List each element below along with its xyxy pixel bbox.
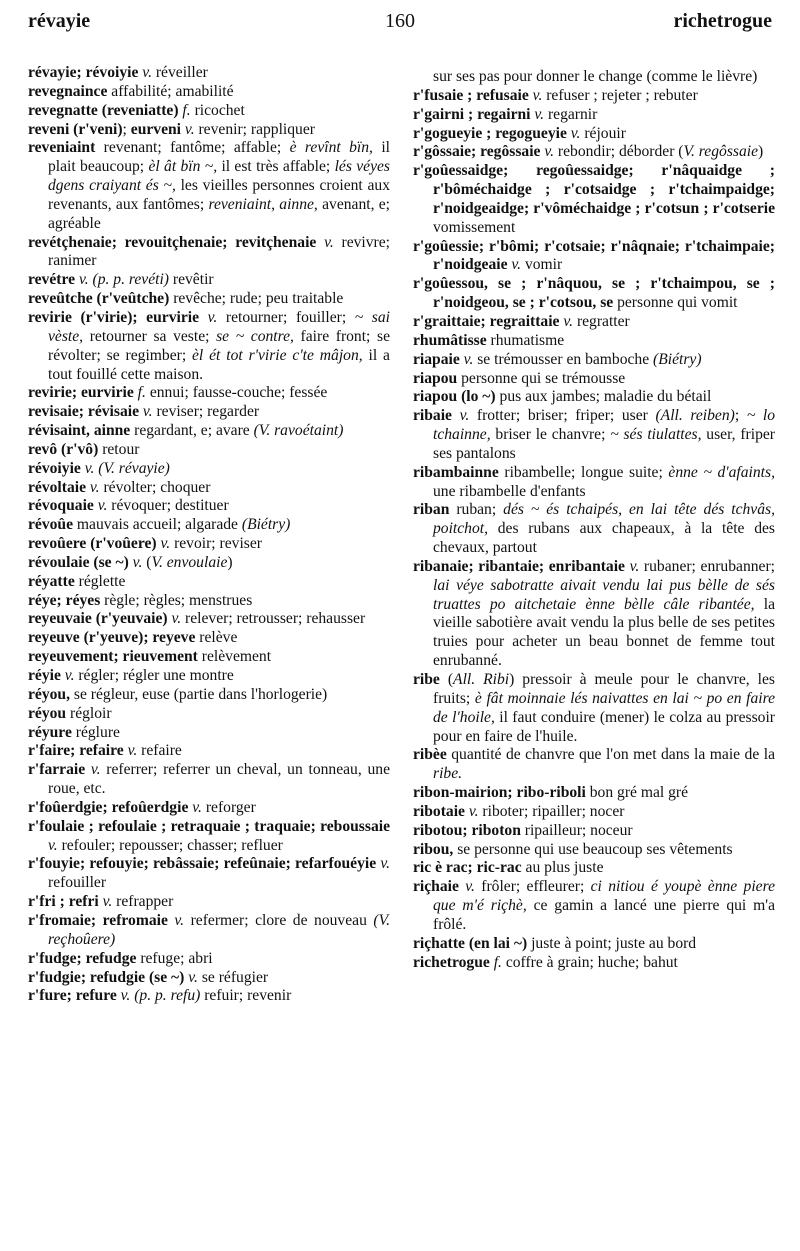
definition-text: relèvement	[197, 648, 272, 666]
italic-text: v.	[138, 64, 152, 81]
headword: ribotaie	[413, 802, 465, 820]
italic-text: All. Ribi	[453, 671, 510, 688]
definition-text: refuge; abri	[136, 949, 213, 967]
definition-text: juste à point; juste au bord	[527, 934, 697, 952]
italic-text: ènne ~ d'afaints,	[668, 463, 775, 481]
italic-text: ci nitiou é youpè ènne piere que m'é riçhè,	[433, 878, 776, 915]
italic-text: v.	[199, 308, 218, 326]
definition-text: se trémousser en bamboche	[473, 350, 654, 368]
italic-text: v.	[156, 535, 171, 553]
dictionary-entry	[28, 64, 390, 83]
headword: revétre	[28, 271, 76, 289]
definition-text: les vieilles personnes croient aux revenants, aux fantômes;	[48, 177, 390, 213]
italic-text: ~ sés tiulattes,	[610, 426, 702, 444]
italic-text: v.	[48, 836, 58, 854]
headword: révoûe	[28, 516, 74, 534]
headword: ribon-mairion; ribo-riboli	[413, 784, 586, 802]
definition-text: ripailleur; noceur	[520, 821, 633, 839]
dictionary-entry	[28, 686, 390, 705]
dictionary-entry	[413, 407, 775, 464]
definition-text: reforger	[201, 798, 256, 816]
italic-text: è revînt bïn,	[289, 139, 373, 157]
dictionary-entry	[413, 275, 775, 313]
definition-text: revêtir	[169, 271, 214, 289]
headword: révisaint, ainne	[28, 422, 131, 440]
italic-text: v.	[316, 233, 334, 251]
italic-text: v. (p. p. refu)	[116, 987, 201, 1005]
italic-text: v.	[128, 553, 143, 571]
headword: revirie; eurvirie	[28, 384, 134, 402]
dictionary-entry	[28, 479, 390, 498]
headword: eurveni	[130, 120, 182, 138]
italic-text: V. envoulaie	[151, 553, 228, 571]
definition-text: )	[758, 143, 764, 161]
dictionary-entry	[413, 558, 775, 671]
definition-text: user, friper ses pantalons	[433, 426, 775, 462]
headword: révoiyie	[28, 459, 81, 477]
italic-text: v.	[139, 403, 153, 421]
definition-text: se personne qui use beaucoup ses vêtements	[453, 840, 733, 858]
definition-text: retourner; fouiller;	[217, 308, 355, 326]
dictionary-entry	[28, 950, 390, 969]
definition-text: régler; régler une montre	[74, 667, 234, 684]
headword: r'goûessaidge; regoûessaidge; r'nâquaidge ; r'bôméchaidge ; r'cotsaidge ; r'tchaimpaidge; r'noidgeaidge; r'vôméchaidge ; r'cotsun ; r'cotserie	[413, 162, 775, 217]
dictionary-entry	[28, 460, 390, 479]
definition-text: se réfugier	[197, 968, 269, 986]
definition-text: frôler; effleurer;	[474, 878, 591, 896]
headword: ric è rac; ric-rac	[413, 859, 522, 877]
definition-text: refuser ; rejeter ; rebuter	[542, 86, 698, 104]
dictionary-entry	[413, 746, 775, 784]
headword: revoûere (r'voûere)	[28, 535, 157, 553]
dictionary-entry	[28, 573, 390, 592]
definition-text: régloir	[66, 704, 112, 722]
dictionary-entry	[28, 516, 390, 535]
definition-text: avenant, e; agréable	[48, 195, 391, 232]
headword: rhumâtisse	[413, 331, 487, 349]
dictionary-entry	[28, 610, 390, 629]
italic-text: v.	[181, 120, 195, 138]
headword: r'fudge; refudge	[28, 949, 137, 967]
definition-text: personne qui vomit	[613, 294, 738, 312]
definition-text: refouiller	[48, 874, 107, 892]
dictionary-entry	[28, 761, 390, 799]
headword: revisaie; révisaie	[28, 403, 139, 421]
definition-text: regratter	[573, 312, 630, 330]
dictionary-entry	[28, 290, 390, 309]
definition-text: au plus juste	[521, 859, 604, 877]
dictionary-entry	[28, 441, 390, 460]
dictionary-entry	[28, 592, 390, 611]
dictionary-entry	[28, 987, 390, 1006]
headword: r'fri ; refri	[28, 893, 99, 911]
definition-text: il a tout fouillé cette maison.	[48, 346, 390, 383]
headword: révayie; révoiyie	[28, 64, 139, 81]
headword: riçhaie	[413, 878, 459, 896]
dictionary-entry	[413, 878, 775, 935]
dictionary-entry	[28, 818, 390, 856]
headword: r'gogueyie ; regogueyie	[413, 124, 567, 142]
definition-text: regardant, e; avare	[130, 422, 254, 440]
headword: reyeuvement; rieuvement	[28, 648, 198, 666]
italic-text: v.	[530, 105, 545, 123]
dictionary-entry	[413, 162, 775, 237]
dictionary-entry	[28, 893, 390, 912]
definition-text: ricochet	[190, 101, 245, 119]
italic-text: ~ sai vèste,	[48, 308, 391, 345]
headword: riapou	[413, 369, 458, 387]
headword: ribou,	[413, 840, 454, 858]
dictionary-entry	[28, 535, 390, 554]
dictionary-entry	[28, 912, 390, 950]
dictionary-entry	[28, 855, 390, 893]
dictionary-entry	[413, 238, 775, 276]
headword: reveniaint	[28, 139, 96, 157]
definition-text: ce gamin a lancé une pierre qui m'a frôlé.	[433, 897, 775, 933]
dictionary-entry	[413, 313, 775, 332]
dictionary-entry	[28, 667, 390, 686]
definition-text: ribambelle; longue suite;	[498, 463, 669, 481]
dictionary-entry	[28, 121, 390, 140]
italic-text: v.	[86, 478, 100, 496]
italic-text: v. (p. p. revéti)	[75, 271, 169, 289]
definition-text: des rubans aux chapeaux, à la tête des chevaux, partout	[433, 520, 775, 557]
headword: réye; réyes	[28, 591, 101, 609]
dictionary-entry	[413, 671, 775, 746]
italic-text: v.	[464, 802, 479, 820]
header-first-entry: révayie	[28, 10, 91, 32]
italic-text: v.	[451, 407, 470, 425]
dictionary-entry	[413, 351, 775, 370]
headword: revétçhenaie; revouitçhenaie; revitçhenaie	[28, 233, 317, 251]
dictionary-entry	[413, 954, 775, 973]
italic-text: v.	[528, 86, 543, 104]
italic-text: èl ât bïn ~,	[148, 158, 218, 176]
italic-text: v.	[458, 878, 475, 896]
dictionary-entry	[413, 125, 775, 144]
definition-text: se régleur, euse (partie dans l'horlogerie)	[70, 685, 328, 703]
dictionary-entry	[413, 841, 775, 860]
definition-text: rubaner; enrubanner;	[639, 557, 775, 575]
definition-text: revoir; reviser	[170, 535, 262, 553]
dictionary-entry	[413, 388, 775, 407]
header-last-entry: richetrogue	[673, 10, 772, 32]
definition-text: vomissement	[433, 218, 516, 236]
italic-text: v.	[85, 761, 101, 779]
headword: reyeuve (r'yeuve); reyeve	[28, 629, 196, 647]
italic-text: (Biétry)	[653, 350, 702, 368]
dictionary-entry	[28, 271, 390, 290]
headword: ribaie	[413, 407, 452, 425]
italic-text: v.	[540, 143, 555, 161]
headword: réyou	[28, 704, 67, 722]
definition-text: réglure	[71, 723, 120, 741]
definition-text: coffre à grain; huche; bahut	[501, 953, 678, 971]
headword: revegnatte (reveniatte)	[28, 101, 179, 119]
headword: riban	[413, 501, 450, 519]
definition-text: révolter; choquer	[99, 478, 211, 496]
definition-text: refrapper	[112, 893, 174, 911]
definition-text: (	[142, 553, 152, 571]
definition-text: réglette	[74, 572, 126, 590]
headword: r'gairni ; regairni	[413, 105, 531, 123]
definition-text: relever; retrousser; rehausser	[181, 610, 366, 628]
definition-text: sur ses pas pour donner le change (comme le lièvre)	[433, 68, 758, 85]
definition-text: relève	[195, 629, 238, 647]
dictionary-entry	[413, 87, 775, 106]
definition-text: refermer; clore de nouveau	[184, 911, 374, 929]
italic-text: è fât moinnaie lés naivattes en lai ~ po en faire de l'hoile,	[433, 689, 776, 726]
definition-text: il faut conduire (mener) le colza au pressoir pour en faire de l'huile.	[433, 708, 775, 745]
definition-text: refuir; revenir	[200, 987, 292, 1005]
headword: ribèe	[413, 746, 447, 764]
headword: r'fouyie; refouyie; rebâssaie; refeûnaie; refarfouéyie	[28, 855, 377, 873]
page-number: 160	[385, 10, 415, 32]
definition-text: mauvais accueil; algarade	[73, 516, 242, 534]
dictionary-entry	[28, 554, 390, 573]
italic-text: f.	[178, 101, 191, 119]
definition-text: riboter; ripailler; nocer	[478, 802, 625, 820]
definition-text: personne qui se trémousse	[457, 369, 626, 387]
headword: r'fudgie; refudgie (se ~)	[28, 968, 185, 986]
dictionary-entry	[28, 234, 390, 272]
definition-text: règle; règles; menstrues	[100, 591, 253, 609]
headword: révoquaie	[28, 497, 94, 515]
definition-text: revenir; rappliquer	[194, 120, 315, 138]
italic-text: èl ét tot r'virie c'te mâjon,	[192, 346, 363, 364]
italic-text: v.	[507, 256, 522, 274]
dictionary-entry	[28, 83, 390, 102]
headword: riapaie	[413, 350, 460, 368]
definition-text: (	[439, 671, 454, 688]
definition-text: bon gré mal gré	[585, 784, 689, 802]
headword: réyou,	[28, 685, 71, 703]
definition-text: revêche; rude; peu traitable	[169, 290, 344, 308]
definition-text: refaire	[137, 742, 182, 760]
definition-text: quantité de chanvre que l'on met dans la maie de la	[446, 746, 775, 764]
definition-text: il plait beaucoup;	[48, 139, 390, 176]
headword: revegnaince	[28, 82, 108, 100]
italic-text: v.	[60, 667, 75, 684]
dictionary-entry	[28, 705, 390, 724]
headword: reveni (r'veni)	[28, 120, 123, 138]
headword: réyure	[28, 723, 72, 741]
italic-text: v.	[376, 855, 391, 873]
definition-text: reviser; regarder	[152, 403, 260, 421]
dictionary-entry	[28, 403, 390, 422]
headword: ribotou; riboton	[413, 821, 521, 839]
headword: r'foulaie ; refoulaie ; retraquaie ; traquaie; reboussaie	[28, 817, 390, 835]
definition-text: révoquer; destituer	[107, 497, 229, 515]
headword: ribanaie; ribantaie; enribantaie	[413, 557, 625, 575]
italic-text: ~ lo tchainne,	[433, 407, 776, 444]
definition-text: rebondir; déborder (	[554, 143, 684, 161]
definition-text: vomir	[521, 256, 563, 274]
headword: r'faire; refaire	[28, 742, 124, 760]
headword: revirie (r'virie); eurvirie	[28, 308, 200, 326]
italic-text: v.	[184, 968, 198, 986]
dictionary-entry	[413, 784, 775, 803]
dictionary-entry	[413, 935, 775, 954]
definition-text: ennui; fausse-couche; fessée	[145, 384, 328, 402]
italic-text: (All. reiben)	[655, 407, 735, 425]
italic-text: reveniaint, ainne,	[208, 195, 318, 213]
definition-text: rhumatisme	[486, 331, 565, 349]
italic-text: v.	[188, 798, 202, 816]
dictionary-entry	[28, 102, 390, 121]
italic-text: (V. reçhoûere)	[48, 911, 390, 948]
italic-text: ribe.	[433, 765, 463, 783]
definition-text: ) pressoir à meule pour le chanvre, les fruits;	[433, 671, 775, 707]
italic-text: f.	[489, 953, 502, 971]
definition-text: frotter; briser; friper; user	[469, 407, 656, 425]
definition-text: retour	[98, 440, 140, 458]
entry-continuation	[413, 68, 775, 87]
dictionary-entry	[28, 742, 390, 761]
left-column	[28, 64, 390, 1006]
dictionary-entry	[413, 332, 775, 351]
headword: réyatte	[28, 572, 75, 590]
dictionary-entry	[28, 724, 390, 743]
definition-text: )	[227, 553, 233, 571]
definition-text: ;	[734, 407, 747, 425]
italic-text: v.	[566, 124, 581, 142]
dictionary-entry	[28, 309, 390, 384]
headword: r'fure; refure	[28, 987, 117, 1005]
dictionary-entry	[28, 799, 390, 818]
dictionary-entry	[28, 497, 390, 516]
dictionary-entry	[28, 384, 390, 403]
definition-text: refouler; repousser; chasser; refluer	[57, 836, 283, 854]
headword: reyeuvaie (r'yeuvaie)	[28, 610, 168, 628]
headword: révoulaie (se ~)	[28, 553, 129, 571]
headword: ribe	[413, 671, 440, 688]
dictionary-entry	[28, 648, 390, 667]
headword: ribambainne	[413, 463, 499, 481]
definition-text: pus aux jambes; maladie du bétail	[495, 388, 712, 406]
headword: richetrogue	[413, 953, 490, 971]
italic-text: V. regôssaie	[683, 143, 759, 161]
italic-text: v.	[123, 742, 138, 760]
italic-text: v.	[167, 610, 182, 628]
italic-text: se ~ contre,	[216, 327, 294, 345]
definition-text: une ribambelle d'enfants	[433, 482, 586, 500]
headword: riçhatte (en lai ~)	[413, 934, 528, 952]
definition-text: referrer; referrer un cheval, un tonneau, une roue, etc.	[48, 761, 391, 798]
right-column	[413, 68, 775, 973]
headword: r'farraie	[28, 761, 86, 779]
dictionary-entry	[413, 859, 775, 878]
italic-text: v.	[624, 557, 640, 575]
headword: réyie	[28, 667, 61, 684]
definition-text: ;	[122, 120, 131, 138]
italic-text: f.	[133, 384, 146, 402]
headword: révoltaie	[28, 478, 87, 496]
headword: reveûtche (r'veûtche)	[28, 290, 170, 308]
italic-text: v. (V. révayie)	[80, 459, 170, 477]
headword: revô (r'vô)	[28, 440, 99, 458]
definition-text: retourner sa veste;	[83, 327, 217, 345]
definition-text: revivre; ranimer	[48, 233, 390, 270]
headword: r'graittaie; regraittaie	[413, 312, 560, 330]
definition-text: la vieille sabotière avait vendu la plus belle de ses petites truies pour acheter un beau bonnet de femme tout enrubanné.	[433, 595, 775, 670]
headword: r'foûerdgie; refoûerdgie	[28, 798, 189, 816]
italic-text: dés ~ és tchaipés, en lai tête dés tchvâs, poitchot,	[433, 501, 775, 538]
definition-text: réjouir	[580, 124, 626, 142]
italic-text: v.	[98, 893, 113, 911]
italic-text: v.	[559, 312, 574, 330]
dictionary-entry	[413, 464, 775, 502]
italic-text: v.	[93, 497, 108, 515]
definition-text: affabilité; amabilité	[107, 82, 234, 100]
italic-text: (Biétry)	[241, 516, 291, 534]
definition-text: briser le chanvre;	[490, 426, 611, 444]
definition-text: ruban;	[449, 501, 504, 519]
italic-text: v.	[459, 350, 474, 368]
dictionary-entry	[28, 629, 390, 648]
headword: riapou (lo ~)	[413, 388, 496, 406]
headword: r'goûessou, se ; r'nâquou, se ; r'tchaimpou, se ; r'noidgeou, se ; r'cotsou, se	[413, 275, 775, 312]
dictionary-entry	[413, 370, 775, 389]
headword: r'gôssaie; regôssaie	[413, 143, 541, 161]
dictionary-entry	[413, 501, 775, 558]
definition-text: il est très affable;	[217, 158, 335, 176]
headword: r'fromaie; refromaie	[28, 911, 168, 929]
definition-text: revenant; fantôme; affable;	[95, 139, 290, 157]
italic-text: (V. ravoétaint)	[253, 422, 344, 440]
dictionary-entry	[28, 422, 390, 441]
dictionary-entry	[28, 969, 390, 988]
dictionary-entry	[413, 822, 775, 841]
italic-text: v.	[167, 911, 185, 929]
italic-text: lés véyes dgens craiyant és ~,	[48, 158, 390, 195]
definition-text: réveiller	[151, 64, 208, 81]
dictionary-entry	[413, 143, 775, 162]
page-header	[28, 6, 772, 36]
definition-text: regarnir	[544, 105, 598, 123]
dictionary-entry	[413, 803, 775, 822]
italic-text: lai véye sabotratte aivait vendu lai pus bèlle de sés truattes po aitchetaie ènne bèlle câle ribantée,	[433, 576, 775, 613]
definition-text: faire front; se révolter; se regimber;	[48, 327, 391, 364]
headword: r'fusaie ; refusaie	[413, 86, 529, 104]
dictionary-entry	[28, 139, 390, 233]
headword: r'goûessie; r'bômi; r'cotsaie; r'nâqnaie; r'tchaimpaie; r'noidgeaie	[413, 237, 775, 274]
dictionary-entry	[413, 106, 775, 125]
